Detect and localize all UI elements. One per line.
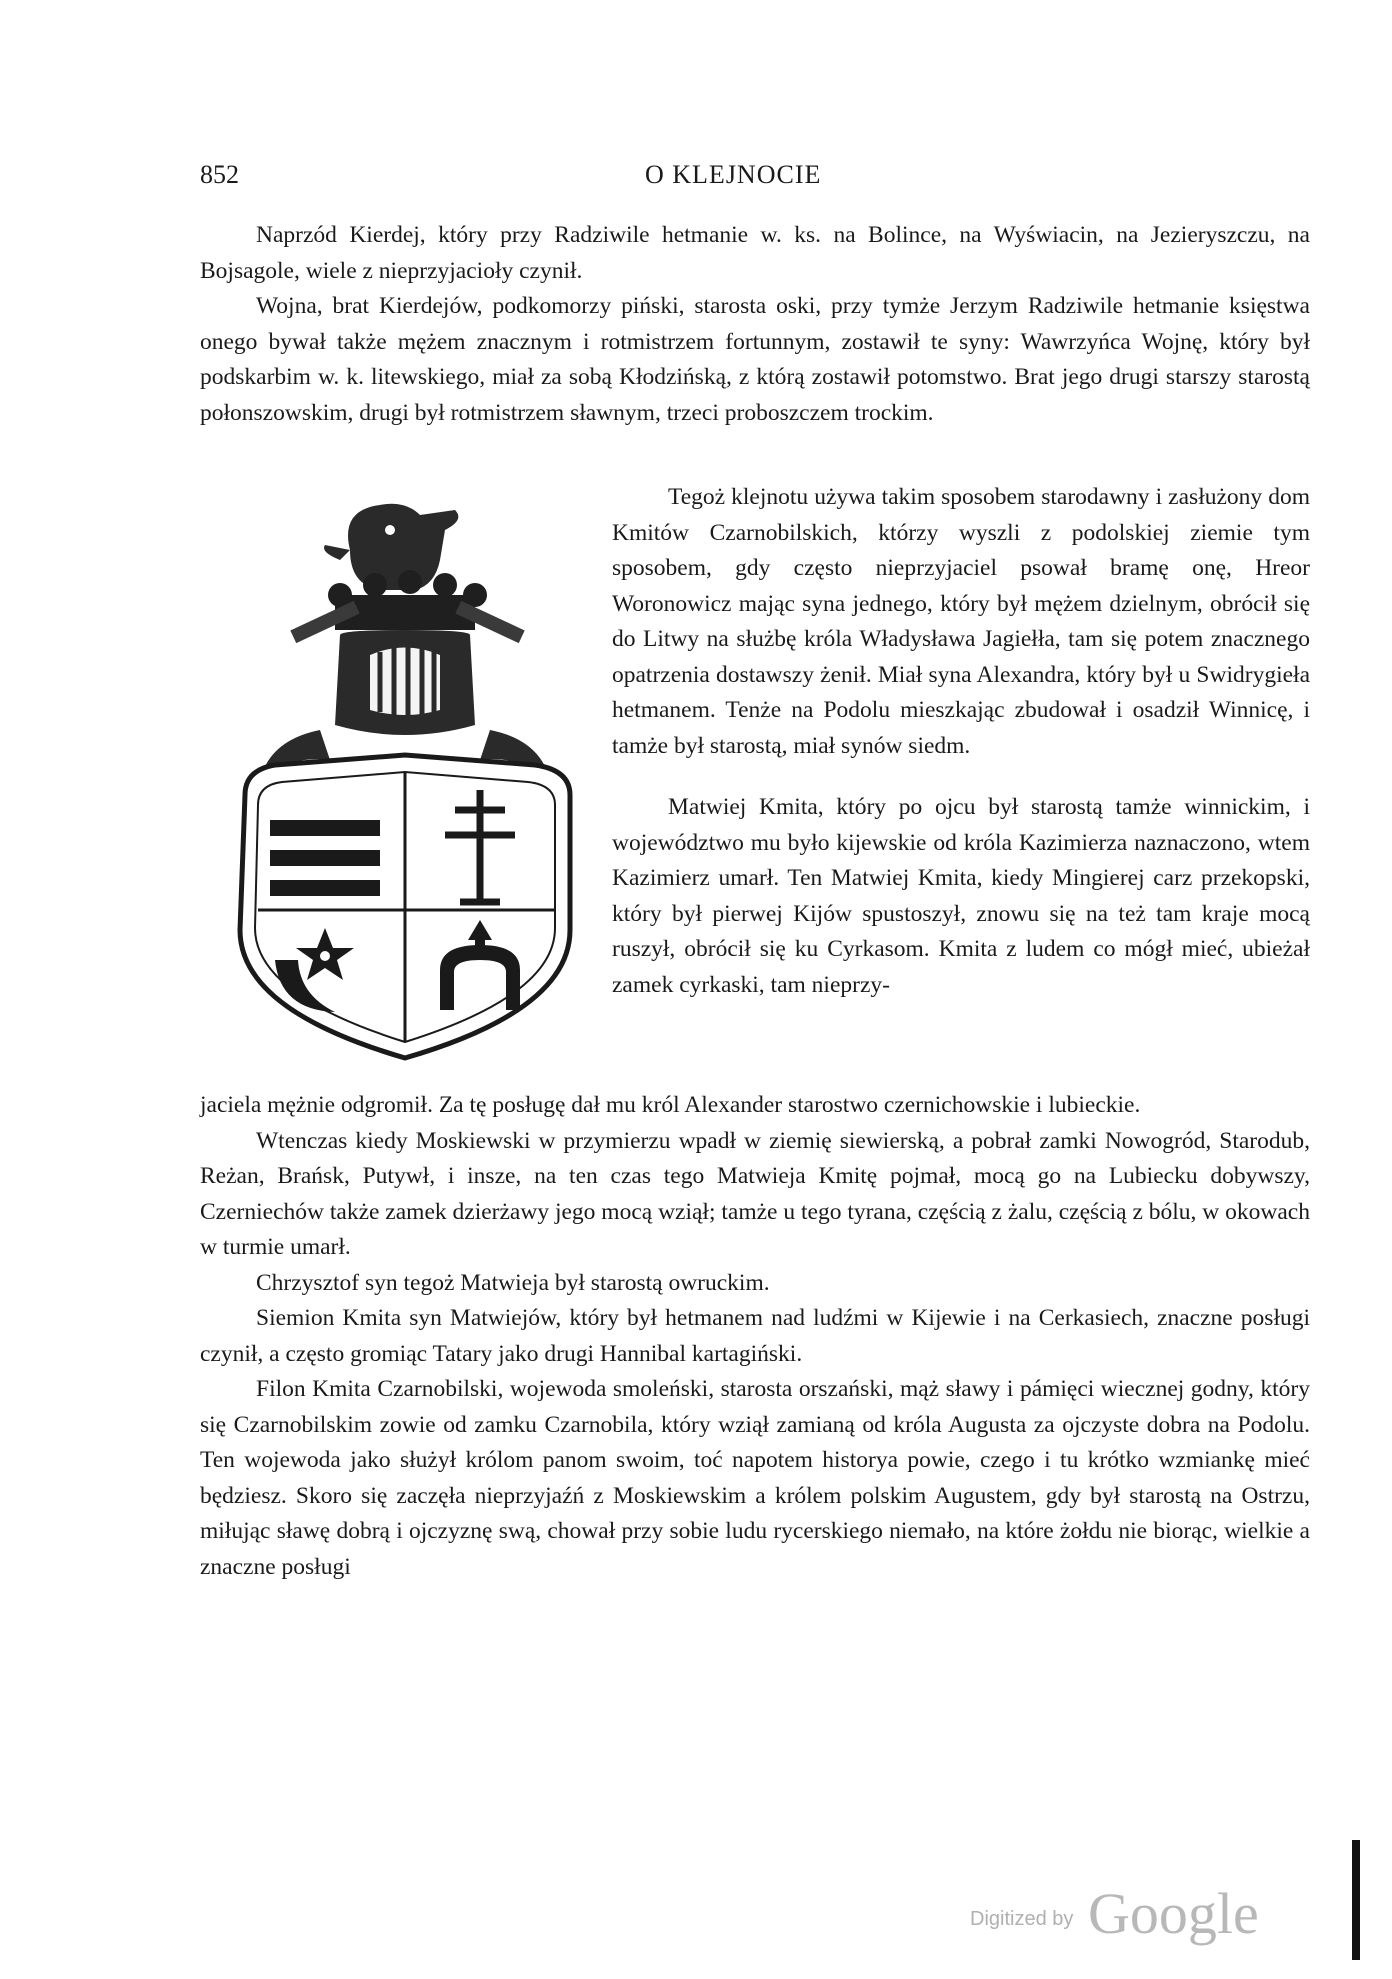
paragraph-continuation: jaciela mężnie odgromił. Za tę posługę dał mu król Alexander starostwo czernichowskie i lubieckie. [200, 1092, 1141, 1118]
paragraph-kmita-origin: Tegoż klejnotu używa takim sposobem starodawny i zasłużony dom Kmitów Czarnobilskich, którzy wyszli z podolskiej ziemie tym sposobem, gdy często nieprzyjaciel psował bramę onę, Hreor Woronowicz mając syna jednego, który był mężem dzielnym, obrócił się do Litwy na służbę króla Władysława Jagiełła, tam się potem znacznego opatrzenia dostawszy żenił. Miał syna Alexandra, który był u Swidrygieła hetmanem. Tenże na Podolu mieszkając zbudował i osadził Winnicę, i tamże był starostą, miał synów siedm. [612, 484, 1310, 759]
top-text-block [200, 218, 1310, 431]
page-header [200, 160, 1300, 200]
page-edge-mark [1352, 1840, 1360, 1960]
paragraph-wtenczas: Wtenczas kiedy Moskiewski w przymierzu wpadł w ziemię siewierską, a pobrał zamki Nowogród, Starodub, Reżan, Brańsk, Putywł, i insze, na ten czas tego Matwieja Kmitę pojmał, mocą go na Lubiecku dobywszy, Czerniechów także zamek dzierżawy jego mocą wziął; tamże u tego tyrana, częścią z żalu, częścią z bólu, w okowach w turmie umarł. [200, 1127, 1310, 1260]
coat-of-arms-icon [230, 490, 600, 1065]
paragraph-siemion: Siemion Kmita syn Matwiejów, który był hetmanem nad ludźmi w Kijewie i na Cerkasiech, znaczne posługi czynił, a często gromiąc Tatary jako drugi Hannibal kartagiński. [200, 1305, 1310, 1367]
digitized-watermark [970, 1880, 1270, 1946]
page-number: 852 [200, 160, 239, 189]
paragraph-chrzysztof: Chrzysztof syn tegoż Matwieja był starostą owruckim. [256, 1269, 770, 1296]
shield-icon [240, 755, 570, 1058]
paragraph-filon: Filon Kmita Czarnobilski, wojewoda smoleński, starosta orszański, mąż sławy i pámięci wiecznej godny, który się Czarnobilskim zowie od zamku Czarnobila, który wziął zamianą od króla Augusta za ojczyste dobra na Podolu. Ten wojewoda jako służył królom panom swoim, toć napotem historya powie, czego i tu krótko wzmiankę mieć będziesz. Skoro się zaczęła nieprzyjaźń z Moskiewskim a królem polskim Augustem, gdy był starostą na Ostrzu, miłując sławę dobrą i ojczyznę swą, chował przy sobie ludu rycerskiego niemało, na które żołdu nie biorąc, wielkie a znaczne posługi [200, 1376, 1310, 1580]
running-title: O KLEJNOCIE [645, 160, 822, 189]
paragraph-kierdej: Naprzód Kierdej, który przy Radziwile hetmanie w. ks. na Bolince, na Wyświacin, na Jezieryszczu, na Bojsagole, wiele z nieprzyjacioły czynił. [200, 222, 1310, 284]
paragraph-matwiej: Matwiej Kmita, który po ojcu był starostą tamże winnickim, i województwo mu było kijewskie od króla Kazimierza naznaczono, wtem Kazimierz umarł. Ten Matwiej Kmita, kiedy Mingierej carz przekopski, który był pierwej Kijów spustoszył, znowu się na też tam kraje mocą ruszył, obrócił się ku Cyrkasom. Kmita z ludem co mógł mieć, ubieżał zamek cyrkaski, tam nieprzy- [612, 794, 1310, 998]
paragraph-wojna: Wojna, brat Kierdejów, podkomorzy piński, starosta oski, przy tymże Jerzym Radziwile hetmanie księstwa onego bywał także mężem znacznym i rotmistrzem fortunnym, zostawił te syny: Wawrzyńca Wojnę, który był podskarbim w. k. litewskiego, miał za sobą Kłodzińską, z którą zostawił potomstwo. Brat jego drugi starszy starostą połonszowskim, drugi był rotmistrzem sławnym, trzeci proboszczem trockim. [200, 293, 1310, 426]
digitized-label: Digitized by [970, 1908, 1074, 1930]
side-text-block [612, 480, 1310, 1003]
google-logo: Google [1088, 1881, 1259, 1946]
bottom-text-block [200, 1088, 1310, 1585]
